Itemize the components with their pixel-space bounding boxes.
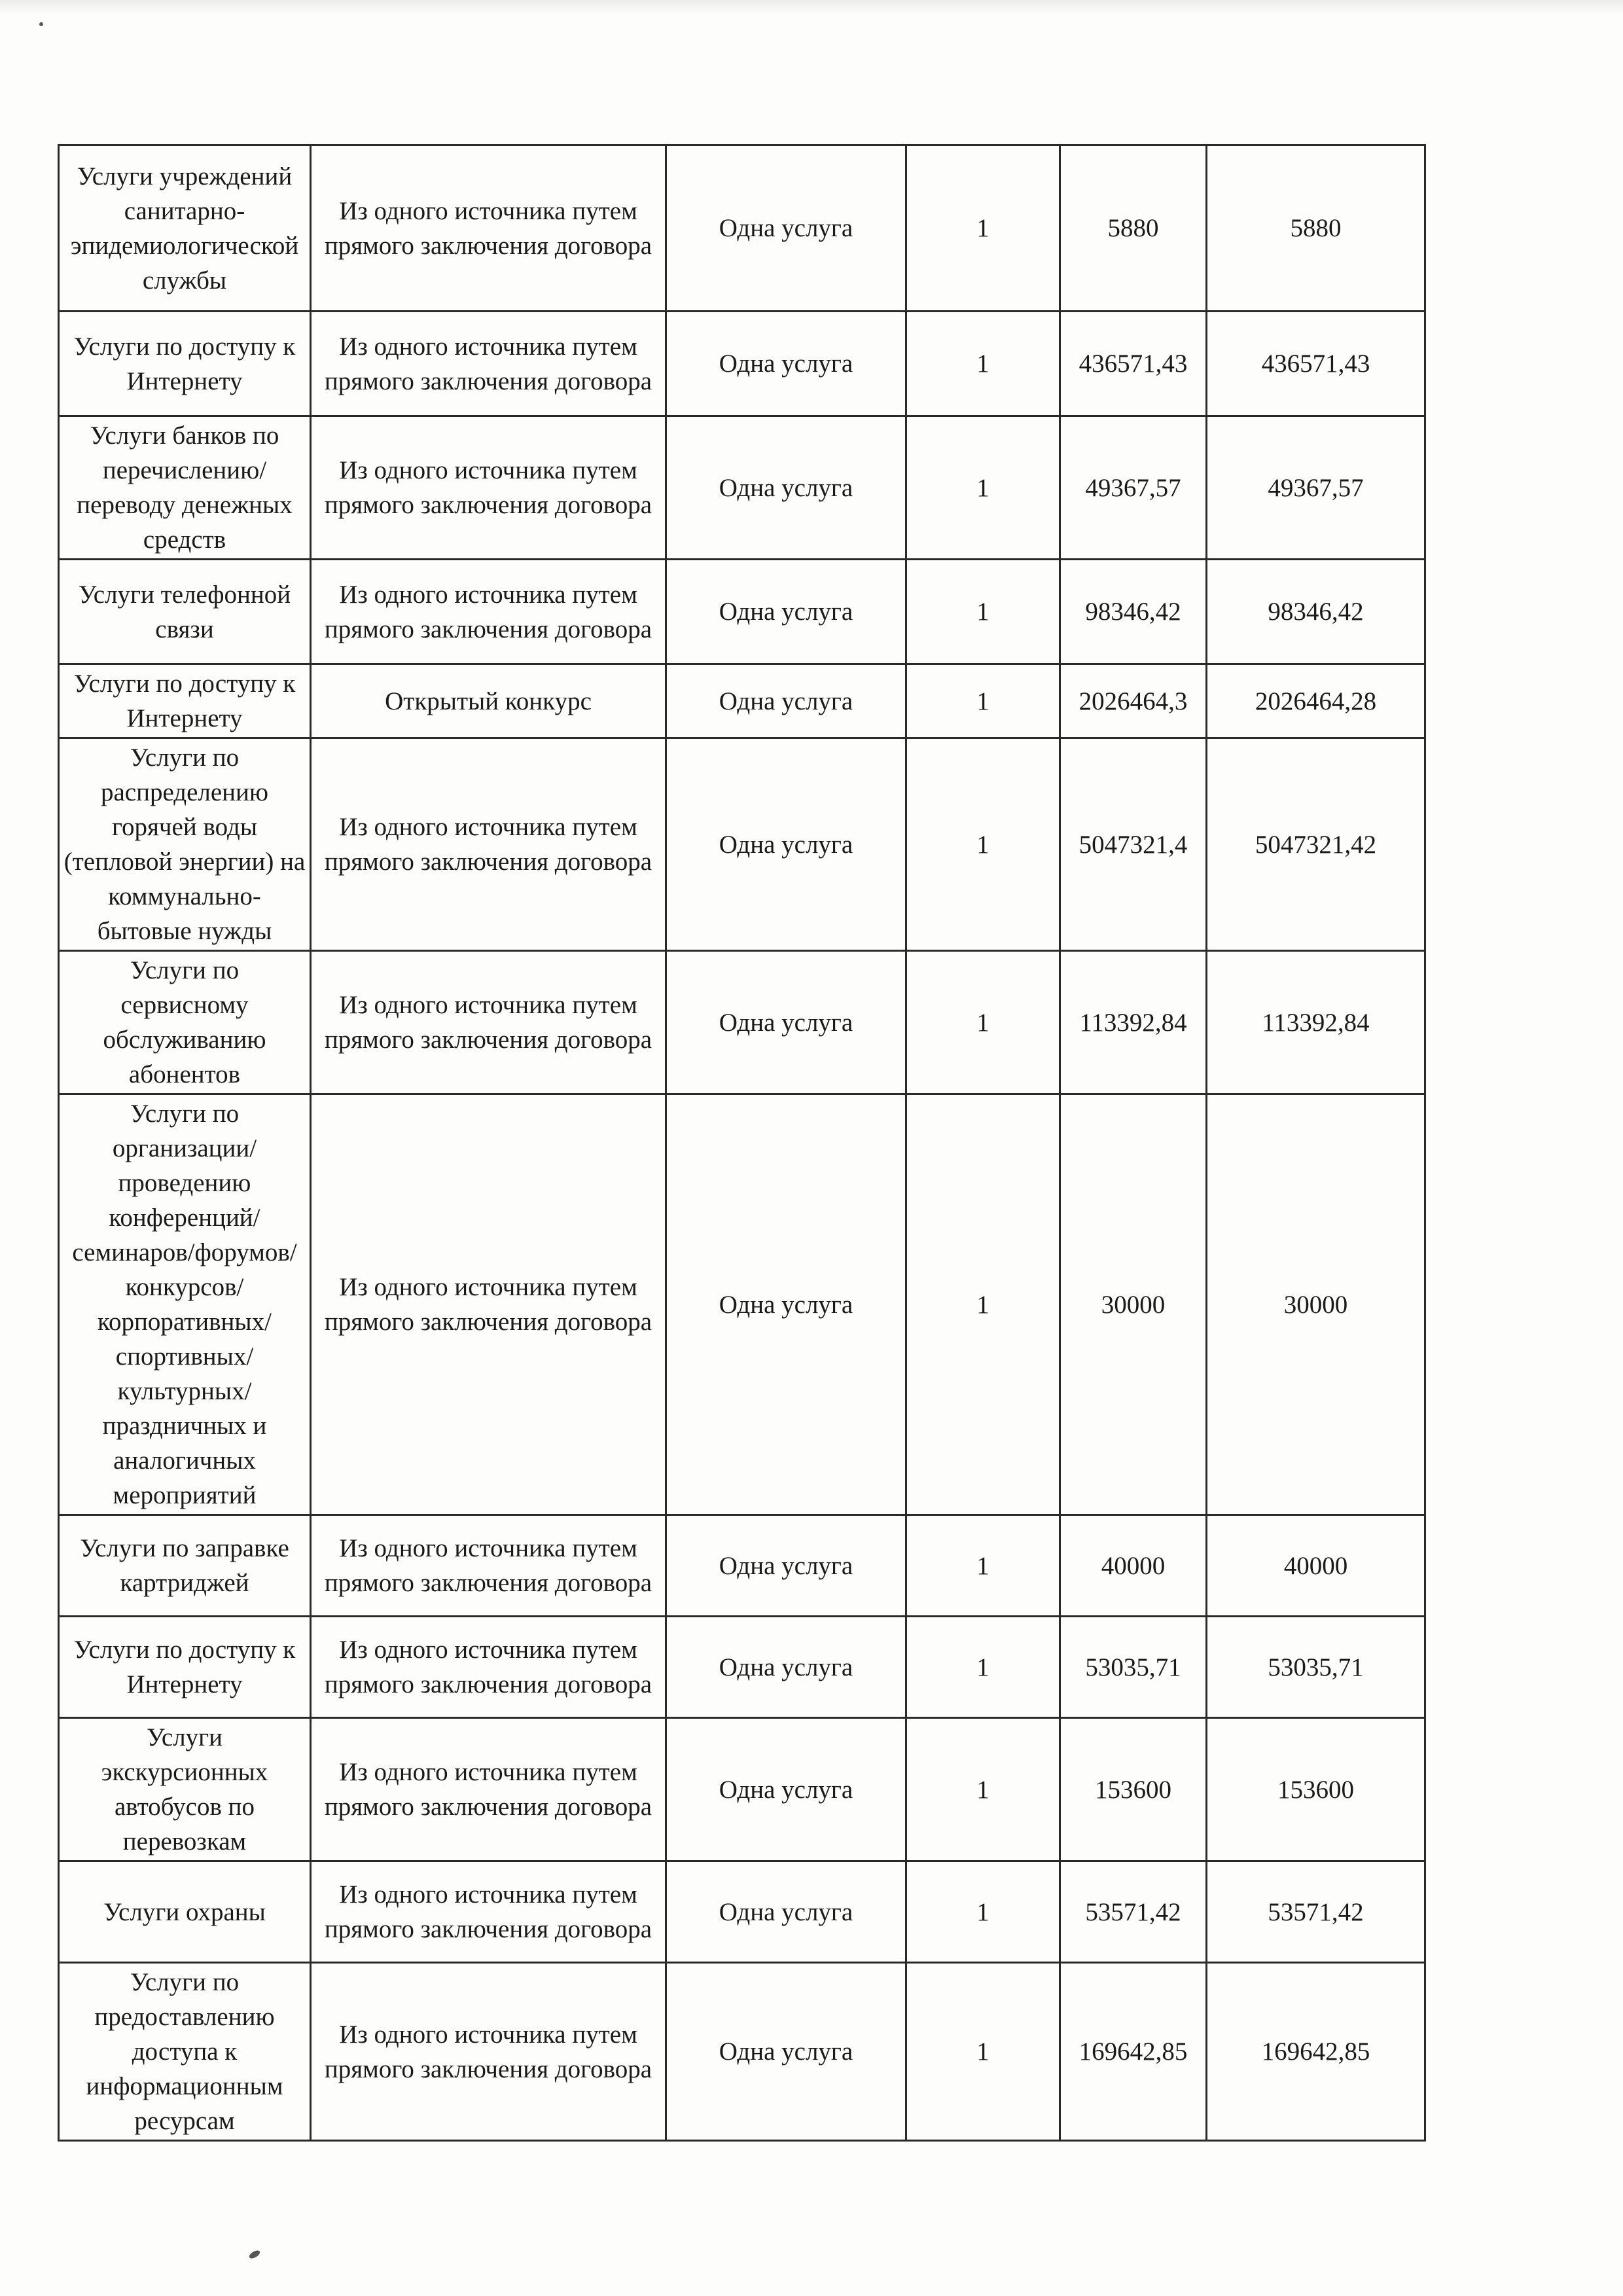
table-row xyxy=(59,1963,1425,2141)
service-name-cell: Услуги по предоставлению доступа к информационным ресурсам xyxy=(59,1963,311,2141)
procurement-method-cell: Из одного источника путем прямого заключения договора xyxy=(311,416,666,560)
unit-cell: Одна услуга xyxy=(666,1718,906,1861)
table-row xyxy=(59,1861,1425,1963)
procurement-method-cell: Из одного источника путем прямого заключения договора xyxy=(311,1861,666,1963)
procurement-method-cell: Из одного источника путем прямого заключения договора xyxy=(311,1718,666,1861)
service-name-cell: Услуги по организации/проведению конференций/семинаров/форумов/конкурсов/корпоративных/спортивных/культурных/праздничных и аналогичных мероприятий xyxy=(59,1094,311,1515)
total-amount-cell: 169642,85 xyxy=(1207,1963,1425,2141)
unit-price-cell: 153600 xyxy=(1060,1718,1207,1861)
unit-cell: Одна услуга xyxy=(666,951,906,1094)
service-name-cell: Услуги по доступу к Интернету xyxy=(59,1617,311,1718)
quantity-cell: 1 xyxy=(906,312,1060,416)
total-amount-cell: 153600 xyxy=(1207,1718,1425,1861)
procurement-method-cell: Открытый конкурс xyxy=(311,664,666,738)
scan-top-edge xyxy=(0,0,1623,14)
service-name-cell: Услуги по заправке картриджей xyxy=(59,1515,311,1617)
scan-speck xyxy=(248,2249,261,2260)
total-amount-cell: 49367,57 xyxy=(1207,416,1425,560)
quantity-cell: 1 xyxy=(906,1617,1060,1718)
table-row xyxy=(59,416,1425,560)
procurement-method-cell: Из одного источника путем прямого заключения договора xyxy=(311,738,666,951)
quantity-cell: 1 xyxy=(906,1515,1060,1617)
unit-cell: Одна услуга xyxy=(666,1617,906,1718)
scan-speck xyxy=(39,22,43,26)
service-name-cell: Услуги по сервисному обслуживанию абонентов xyxy=(59,951,311,1094)
procurement-method-cell: Из одного источника путем прямого заключения договора xyxy=(311,560,666,664)
table-row xyxy=(59,145,1425,312)
unit-cell: Одна услуга xyxy=(666,664,906,738)
total-amount-cell: 30000 xyxy=(1207,1094,1425,1515)
unit-price-cell: 53035,71 xyxy=(1060,1617,1207,1718)
total-amount-cell: 436571,43 xyxy=(1207,312,1425,416)
unit-price-cell: 5047321,4 xyxy=(1060,738,1207,951)
total-amount-cell: 53035,71 xyxy=(1207,1617,1425,1718)
service-name-cell: Услуги по доступу к Интернету xyxy=(59,664,311,738)
procurement-method-cell: Из одного источника путем прямого заключения договора xyxy=(311,1617,666,1718)
service-name-cell: Услуги по распределению горячей воды (тепловой энергии) на коммунально-бытовые нужды xyxy=(59,738,311,951)
quantity-cell: 1 xyxy=(906,1861,1060,1963)
procurement-table xyxy=(58,144,1426,2142)
unit-price-cell: 53571,42 xyxy=(1060,1861,1207,1963)
procurement-method-cell: Из одного источника путем прямого заключения договора xyxy=(311,312,666,416)
service-name-cell: Услуги охраны xyxy=(59,1861,311,1963)
unit-price-cell: 49367,57 xyxy=(1060,416,1207,560)
unit-cell: Одна услуга xyxy=(666,312,906,416)
quantity-cell: 1 xyxy=(906,664,1060,738)
table-row xyxy=(59,951,1425,1094)
service-name-cell: Услуги по доступу к Интернету xyxy=(59,312,311,416)
procurement-method-cell: Из одного источника путем прямого заключения договора xyxy=(311,1515,666,1617)
table-row xyxy=(59,664,1425,738)
procurement-method-cell: Из одного источника путем прямого заключения договора xyxy=(311,1963,666,2141)
unit-price-cell: 2026464,3 xyxy=(1060,664,1207,738)
service-name-cell: Услуги экскурсионных автобусов по перевозкам xyxy=(59,1718,311,1861)
procurement-method-cell: Из одного источника путем прямого заключения договора xyxy=(311,951,666,1094)
table-row xyxy=(59,1718,1425,1861)
total-amount-cell: 53571,42 xyxy=(1207,1861,1425,1963)
service-name-cell: Услуги банков по перечислению/переводу денежных средств xyxy=(59,416,311,560)
table-row xyxy=(59,1515,1425,1617)
unit-price-cell: 30000 xyxy=(1060,1094,1207,1515)
service-name-cell: Услуги телефонной связи xyxy=(59,560,311,664)
total-amount-cell: 5047321,42 xyxy=(1207,738,1425,951)
unit-cell: Одна услуга xyxy=(666,560,906,664)
unit-cell: Одна услуга xyxy=(666,1515,906,1617)
quantity-cell: 1 xyxy=(906,1718,1060,1861)
unit-cell: Одна услуга xyxy=(666,416,906,560)
procurement-method-cell: Из одного источника путем прямого заключения договора xyxy=(311,145,666,312)
table-row xyxy=(59,738,1425,951)
unit-cell: Одна услуга xyxy=(666,145,906,312)
total-amount-cell: 113392,84 xyxy=(1207,951,1425,1094)
unit-cell: Одна услуга xyxy=(666,1963,906,2141)
unit-price-cell: 169642,85 xyxy=(1060,1963,1207,2141)
total-amount-cell: 40000 xyxy=(1207,1515,1425,1617)
unit-price-cell: 98346,42 xyxy=(1060,560,1207,664)
quantity-cell: 1 xyxy=(906,1963,1060,2141)
table-row xyxy=(59,312,1425,416)
quantity-cell: 1 xyxy=(906,560,1060,664)
table-row xyxy=(59,1094,1425,1515)
unit-price-cell: 113392,84 xyxy=(1060,951,1207,1094)
quantity-cell: 1 xyxy=(906,951,1060,1094)
service-name-cell: Услуги учреждений санитарно-эпидемиологической службы xyxy=(59,145,311,312)
unit-price-cell: 5880 xyxy=(1060,145,1207,312)
unit-cell: Одна услуга xyxy=(666,1861,906,1963)
unit-price-cell: 40000 xyxy=(1060,1515,1207,1617)
table-row xyxy=(59,560,1425,664)
total-amount-cell: 2026464,28 xyxy=(1207,664,1425,738)
unit-cell: Одна услуга xyxy=(666,1094,906,1515)
quantity-cell: 1 xyxy=(906,145,1060,312)
quantity-cell: 1 xyxy=(906,738,1060,951)
table-row xyxy=(59,1617,1425,1718)
total-amount-cell: 5880 xyxy=(1207,145,1425,312)
procurement-method-cell: Из одного источника путем прямого заключения договора xyxy=(311,1094,666,1515)
unit-cell: Одна услуга xyxy=(666,738,906,951)
total-amount-cell: 98346,42 xyxy=(1207,560,1425,664)
quantity-cell: 1 xyxy=(906,1094,1060,1515)
unit-price-cell: 436571,43 xyxy=(1060,312,1207,416)
quantity-cell: 1 xyxy=(906,416,1060,560)
